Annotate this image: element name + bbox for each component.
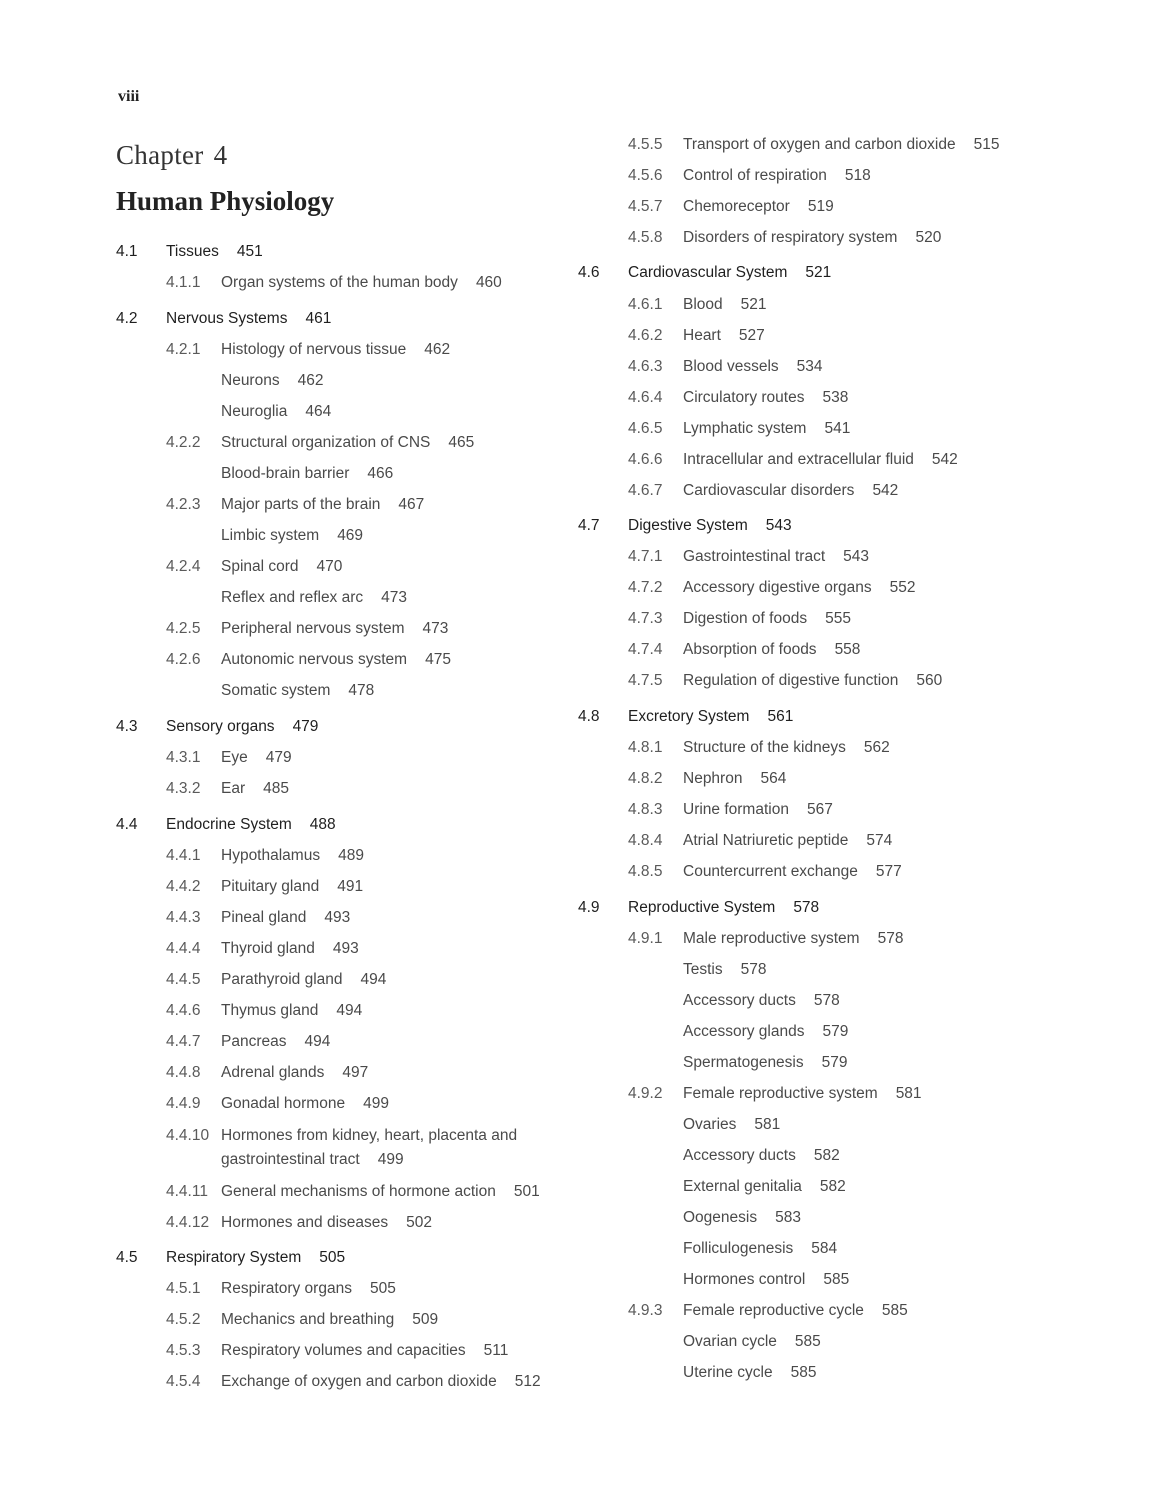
- toc-entry-title-text: Thymus gland: [221, 1002, 319, 1019]
- toc-entry-title: [221, 648, 451, 672]
- toc-entry-title-text: Digestive System: [628, 517, 748, 534]
- toc-entry-number: 4.2.6: [166, 651, 201, 668]
- toc-entry-title-text: Reflex and reflex arc: [221, 589, 364, 606]
- toc-entry-number: 4.5.5: [628, 136, 663, 153]
- toc-entry-title-text: Thyroid gland: [221, 940, 315, 957]
- toc-entry-title: [221, 1277, 396, 1301]
- toc-entry-number: 4.4.3: [166, 909, 201, 926]
- toc-entry-title: [683, 1175, 846, 1199]
- toc-entry-title: [683, 927, 903, 951]
- toc-entry-number: 4.6.5: [628, 420, 663, 437]
- toc-entry-number: 4.8.5: [628, 863, 663, 880]
- toc-entry-title-text: Blood vessels: [683, 358, 779, 375]
- toc-entry-title: [683, 1237, 837, 1261]
- toc-entry-number: 4.4.1: [166, 847, 201, 864]
- toc-entry-title-text: Nervous Systems: [166, 310, 288, 327]
- toc-entry-title: [221, 1370, 541, 1394]
- toc-entry-number: 4.2.3: [166, 496, 201, 513]
- toc-entry-page: 560: [916, 672, 943, 689]
- toc-entry-title-text: Major parts of the brain: [221, 496, 381, 513]
- toc-entry-page: 470: [316, 558, 343, 575]
- toc-entry-page: 520: [915, 229, 942, 246]
- toc-entry-page: 501: [513, 1183, 540, 1200]
- toc-entry-page: 552: [889, 579, 916, 596]
- toc-entry-title-text: Neurons: [221, 372, 280, 389]
- toc-entry-page: 543: [765, 517, 792, 534]
- toc-entry-title: [683, 767, 786, 791]
- toc-entry-title-text: Somatic system: [221, 682, 331, 699]
- toc-entry-title-text: Respiratory volumes and capacities: [221, 1342, 466, 1359]
- toc-entry-title: [683, 1020, 848, 1044]
- toc-entry-title: [683, 448, 958, 472]
- toc-entry-title-text: Regulation of digestive function: [683, 672, 899, 689]
- toc-entry-title: [683, 958, 767, 982]
- toc-entry-page: 534: [796, 358, 823, 375]
- toc-entry-title: [221, 777, 289, 801]
- toc-entry-number: 4.5.7: [628, 198, 663, 215]
- toc-entry-title-text: Cardiovascular System: [628, 264, 788, 281]
- toc-entry-title-text: Peripheral nervous system: [221, 620, 405, 637]
- toc-entry-page: 578: [793, 899, 820, 916]
- toc-entry-number: 4.6.6: [628, 451, 663, 468]
- toc-entry-number: 4.6.7: [628, 482, 663, 499]
- toc-entry-title: [683, 669, 942, 693]
- toc-entry-number: 4.7.4: [628, 641, 663, 658]
- toc-entry-title-text: Reproductive System: [628, 899, 776, 916]
- toc-entry-title: [683, 1299, 908, 1323]
- toc-entry-title-text: Circulatory routes: [683, 389, 805, 406]
- toc-entry-number: 4.4.7: [166, 1033, 201, 1050]
- toc-entry-title: [221, 844, 364, 868]
- toc-entry-title: [683, 1082, 922, 1106]
- toc-entry-number: 4.4.9: [166, 1095, 201, 1112]
- toc-entry-page: 488: [309, 816, 336, 833]
- toc-entry-title: [683, 386, 848, 410]
- toc-entry-page: 466: [367, 465, 394, 482]
- toc-entry-page: 578: [877, 930, 904, 947]
- toc-entry-page: 518: [844, 167, 871, 184]
- toc-entry-page: 543: [843, 548, 870, 565]
- toc-entry-page: 489: [338, 847, 364, 864]
- toc-entry-page: 542: [931, 451, 958, 468]
- toc-entry-title: [683, 1268, 849, 1292]
- toc-entry-title: [683, 1361, 816, 1385]
- toc-entry-title-text: Limbic system: [221, 527, 320, 544]
- toc-entry-page: 581: [754, 1116, 781, 1133]
- toc-entry-title-text: Accessory ducts: [683, 992, 796, 1009]
- toc-entry-title-text: Spinal cord: [221, 558, 299, 575]
- toc-entry-page: 494: [304, 1033, 331, 1050]
- toc-entry-title: [683, 1144, 840, 1168]
- toc-entry-page: 493: [332, 940, 359, 957]
- toc-entry-page: 583: [775, 1209, 801, 1226]
- toc-entry-title: [683, 1206, 801, 1230]
- toc-entry-page: 473: [381, 589, 408, 606]
- toc-entry-title: [166, 715, 318, 739]
- toc-entry-number: 4.1.1: [166, 274, 201, 291]
- toc-entry-title-text: Mechanics and breathing: [221, 1311, 395, 1328]
- toc-entry-page: 558: [834, 641, 861, 658]
- toc-entry-number: 4.4.4: [166, 940, 201, 957]
- toc-entry-number: 4.4.2: [166, 878, 201, 895]
- toc-entry-number: 4.6.2: [628, 327, 663, 344]
- toc-entry-title-text: Ear: [221, 780, 246, 797]
- toc-entry-page: 585: [823, 1271, 850, 1288]
- toc-entry-title-text: Accessory ducts: [683, 1147, 796, 1164]
- toc-entry-title: [221, 369, 323, 393]
- toc-entry-page: 582: [813, 1147, 840, 1164]
- toc-entry-number: 4.3.2: [166, 780, 201, 797]
- toc-entry-page: 582: [819, 1178, 846, 1195]
- toc-entry-number: 4.5.8: [628, 229, 663, 246]
- toc-entry-page: 579: [821, 1054, 848, 1071]
- toc-entry-number: 4.4.11: [166, 1183, 208, 1200]
- toc-entry-title: [628, 514, 792, 538]
- toc-entry-page: 541: [824, 420, 851, 437]
- toc-entry-title-text: Respiratory organs: [221, 1280, 352, 1297]
- toc-entry-number: 4.8.2: [628, 770, 663, 787]
- toc-entry-number: 4.7: [578, 517, 600, 534]
- toc-entry-title-text: Eye: [221, 749, 248, 766]
- toc-entry-number: 4.2: [116, 310, 138, 327]
- toc-entry-page: 521: [740, 296, 767, 313]
- toc-entry-title-text: Sensory organs: [166, 718, 275, 735]
- toc-entry-page: 564: [760, 770, 787, 787]
- toc-entry-number: 4.5: [116, 1249, 138, 1266]
- toc-entry-title: [221, 1211, 432, 1235]
- toc-entry-page: 493: [324, 909, 351, 926]
- toc-entry-title: [166, 240, 263, 264]
- toc-entry-title: [628, 896, 819, 920]
- toc-entry-number: 4.5.4: [166, 1373, 201, 1390]
- toc-entry-number: 4.5.2: [166, 1311, 201, 1328]
- toc-entry-page: 585: [790, 1364, 817, 1381]
- toc-entry-title: [683, 195, 834, 219]
- toc-entry-page: 473: [422, 620, 449, 637]
- toc-entry-title: [683, 479, 898, 503]
- toc-entry-title: [221, 1092, 389, 1116]
- toc-entry-page: 585: [794, 1333, 821, 1350]
- toc-entry-page: 538: [822, 389, 849, 406]
- toc-entry-title-text: Organ systems of the human body: [221, 274, 458, 291]
- toc-entry-title-text: Hormones and diseases: [221, 1214, 389, 1231]
- toc-entry-title: [221, 875, 363, 899]
- toc-entry-page: 561: [767, 708, 794, 725]
- toc-entry-number: 4.8.4: [628, 832, 663, 849]
- toc-entry-title: [683, 607, 851, 631]
- toc-entry-number: 4.9.1: [628, 930, 663, 947]
- toc-entry-number: 4.2.1: [166, 341, 201, 358]
- toc-entry-page: 460: [475, 274, 502, 291]
- toc-entry-title: [221, 1030, 330, 1054]
- toc-entry-page: 485: [263, 780, 289, 797]
- toc-entry-title: [221, 338, 450, 362]
- toc-entry-page: 584: [811, 1240, 838, 1257]
- toc-entry-title: [628, 705, 793, 729]
- toc-entry-number: 4.7.5: [628, 672, 663, 689]
- toc-entry-title: [683, 1330, 821, 1354]
- toc-entry-title-text: Accessory digestive organs: [683, 579, 872, 596]
- toc-entry-title: [221, 968, 386, 992]
- toc-entry-title: [683, 164, 871, 188]
- toc-entry-page: 461: [305, 310, 332, 327]
- toc-entry-page: 462: [424, 341, 451, 358]
- toc-entry-title-text: Lymphatic system: [683, 420, 807, 437]
- toc-entry-title: [221, 1339, 508, 1363]
- toc-entry-page: 494: [336, 1002, 363, 1019]
- toc-entry-title: [221, 999, 362, 1023]
- toc-entry-page: 464: [305, 403, 332, 420]
- toc-entry-title: [683, 1051, 848, 1075]
- toc-entry-title: [683, 355, 823, 379]
- toc-entry-page: 505: [369, 1280, 396, 1297]
- toc-entry-page: 512: [514, 1373, 541, 1390]
- toc-entry-page: 567: [806, 801, 833, 818]
- toc-entry-title-text: Control of respiration: [683, 167, 827, 184]
- toc-entry-number: 4.5.1: [166, 1280, 201, 1297]
- toc-entry-title: [221, 493, 424, 517]
- toc-entry-title-text: Cardiovascular disorders: [683, 482, 855, 499]
- toc-entry-page: 502: [406, 1214, 433, 1231]
- toc-entry-title-text: Respiratory System: [166, 1249, 302, 1266]
- toc-entry-page: 478: [348, 682, 375, 699]
- toc-entry-page: 577: [875, 863, 902, 880]
- toc-entry-number: 4.6.1: [628, 296, 663, 313]
- toc-entry-title: [166, 307, 331, 331]
- toc-entry-title-text: Gonadal hormone: [221, 1095, 346, 1112]
- toc-entry-page: 451: [236, 243, 263, 260]
- toc-entry-title-text: Hormones control: [683, 1271, 806, 1288]
- toc-entry-number: 4.2.4: [166, 558, 201, 575]
- toc-entry-title: [221, 431, 474, 455]
- toc-entry-number: 4.5.3: [166, 1342, 201, 1359]
- toc-entry-title-text: Nephron: [683, 770, 743, 787]
- toc-entry-title: [683, 989, 840, 1013]
- toc-entry-number: 4.6.4: [628, 389, 663, 406]
- toc-entry-page: 479: [265, 749, 292, 766]
- toc-entry-title-text: Blood-brain barrier: [221, 465, 350, 482]
- toc-entry-number: 4.3.1: [166, 749, 201, 766]
- toc-entry-title-text: Spermatogenesis: [683, 1054, 804, 1071]
- toc-entry-title-text: Disorders of respiratory system: [683, 229, 898, 246]
- toc-entry-title-text: Urine formation: [683, 801, 789, 818]
- toc-entry-title-text: Excretory System: [628, 708, 750, 725]
- toc-entry-title: [221, 679, 374, 703]
- toc-entry-page: 462: [297, 372, 324, 389]
- toc-entry-title-text: Parathyroid gland: [221, 971, 343, 988]
- toc-entry-title-text: Autonomic nervous system: [221, 651, 408, 668]
- toc-entry-page: 579: [822, 1023, 849, 1040]
- toc-entry-title-text: Pancreas: [221, 1033, 287, 1050]
- toc-entry-page: 494: [360, 971, 387, 988]
- toc-entry-title: [221, 746, 292, 770]
- toc-entry-title-text: Structural organization of CNS: [221, 434, 431, 451]
- toc-entry-title: [221, 1124, 517, 1172]
- toc-entry-title-text: Accessory glands: [683, 1023, 805, 1040]
- toc-entry-page: 467: [398, 496, 425, 513]
- toc-entry-title: [683, 638, 860, 662]
- toc-entry-page: 499: [363, 1095, 389, 1112]
- toc-entry-page: 521: [805, 264, 832, 281]
- toc-entry-title-continued: gastrointestinal tract: [221, 1151, 360, 1168]
- toc-entry-title-text: Intracellular and extracellular fluid: [683, 451, 914, 468]
- toc-entry-page: 527: [738, 327, 765, 344]
- toc-entry-title-text: Female reproductive cycle: [683, 1302, 864, 1319]
- toc-entry-title: [221, 617, 448, 641]
- chapter-number: 4: [213, 140, 228, 170]
- toc-entry-title-text: Hypothalamus: [221, 847, 321, 864]
- toc-entry-title-text: External genitalia: [683, 1178, 802, 1195]
- toc-entry-number: 4.8.1: [628, 739, 663, 756]
- toc-entry-number: 4.4.10: [166, 1127, 210, 1144]
- toc-entry-title: [221, 555, 342, 579]
- toc-entry-number: 4.1: [116, 243, 138, 260]
- page-number: viii: [118, 88, 140, 105]
- toc-entry-page: 578: [813, 992, 840, 1009]
- toc-entry-number: 4.6.3: [628, 358, 663, 375]
- toc-entry-title: [683, 545, 869, 569]
- toc-entry-title: [221, 586, 407, 610]
- toc-entry-title: [628, 261, 831, 285]
- toc-entry-title: [683, 324, 765, 348]
- toc-entry-page: 555: [825, 610, 851, 627]
- toc-entry-number: 4.9.3: [628, 1302, 663, 1319]
- toc-entry-page: 491: [337, 878, 364, 895]
- toc-entry-page: 479: [292, 718, 319, 735]
- toc-entry-page: 519: [807, 198, 834, 215]
- toc-entry-page: 585: [881, 1302, 908, 1319]
- toc-entry-title-text: Atrial Natriuretic peptide: [683, 832, 849, 849]
- toc-entry-page: 542: [872, 482, 899, 499]
- toc-entry-number: 4.5.6: [628, 167, 663, 184]
- toc-entry-title: [166, 813, 336, 837]
- toc-entry-title: [683, 798, 833, 822]
- toc-entry-page: 475: [425, 651, 451, 668]
- toc-entry-title-text: Female reproductive system: [683, 1085, 878, 1102]
- toc-entry-page: 562: [863, 739, 890, 756]
- toc-entry-title-text: Transport of oxygen and carbon dioxide: [683, 136, 956, 153]
- toc-entry-title-text: Hormones from kidney, heart, placenta and: [221, 1127, 518, 1144]
- toc-entry-number: 4.8.3: [628, 801, 663, 818]
- toc-entry-title-text: Ovaries: [683, 1116, 737, 1133]
- toc-entry-title-text: Gastrointestinal tract: [683, 548, 826, 565]
- toc-entry-title-text: Tissues: [166, 243, 219, 260]
- toc-entry-page: 499: [377, 1151, 404, 1168]
- toc-entry-number: 4.4.8: [166, 1064, 201, 1081]
- toc-entry-page: 581: [895, 1085, 922, 1102]
- toc-entry-title-text: Oogenesis: [683, 1209, 758, 1226]
- toc-entry-title: [221, 400, 331, 424]
- toc-entry-title-text: Heart: [683, 327, 721, 344]
- toc-entry-number: 4.7.2: [628, 579, 663, 596]
- chapter-label: [116, 140, 227, 171]
- toc-entry-title: [166, 1246, 345, 1270]
- toc-entry-number: 4.9.2: [628, 1085, 663, 1102]
- toc-entry-page: 497: [342, 1064, 369, 1081]
- toc-entry-title: [683, 133, 999, 157]
- toc-entry-title-text: Exchange of oxygen and carbon dioxide: [221, 1373, 497, 1390]
- toc-entry-title: [221, 937, 359, 961]
- toc-entry-title-text: Pineal gland: [221, 909, 307, 926]
- toc-entry-title: [683, 417, 850, 441]
- toc-entry-title-text: Histology of nervous tissue: [221, 341, 407, 358]
- toc-entry-page: 578: [740, 961, 767, 978]
- toc-entry-number: 4.7.1: [628, 548, 663, 565]
- chapter-title: Human Physiology: [116, 186, 335, 216]
- toc-entry-title: [683, 1113, 780, 1137]
- toc-entry-title-text: Uterine cycle: [683, 1364, 773, 1381]
- toc-entry-title-text: Adrenal glands: [221, 1064, 325, 1081]
- toc-entry-page: 574: [866, 832, 893, 849]
- toc-entry-title-text: Chemoreceptor: [683, 198, 790, 215]
- toc-entry-title: [683, 736, 890, 760]
- toc-entry-number: 4.3: [116, 718, 138, 735]
- toc-entry-number: 4.2.2: [166, 434, 201, 451]
- toc-entry-number: 4.4.12: [166, 1214, 210, 1231]
- toc-entry-page: 465: [448, 434, 475, 451]
- toc-entry-title-text: General mechanisms of hormone action: [221, 1183, 496, 1200]
- toc-entry-title: [221, 1180, 540, 1204]
- toc-entry-title: [683, 860, 902, 884]
- toc-entry-number: 4.4: [116, 816, 138, 833]
- toc-entry-page: 515: [973, 136, 1000, 153]
- toc-entry-title-text: Testis: [683, 961, 723, 978]
- toc-entry-title-text: Ovarian cycle: [683, 1333, 777, 1350]
- toc-entry-title-text: Absorption of foods: [683, 641, 817, 658]
- toc-entry-number: 4.4.6: [166, 1002, 201, 1019]
- toc-entry-title-text: Digestion of foods: [683, 610, 808, 627]
- toc-entry-page: 511: [483, 1342, 509, 1359]
- toc-entry-page: 505: [319, 1249, 346, 1266]
- toc-entry-number: 4.9: [578, 899, 600, 916]
- toc-entry-title-text: Pituitary gland: [221, 878, 320, 895]
- toc-entry-number: 4.2.5: [166, 620, 201, 637]
- toc-entry-title-text: Structure of the kidneys: [683, 739, 846, 756]
- toc-entry-title: [221, 271, 502, 295]
- toc-entry-number: 4.4.5: [166, 971, 201, 988]
- chapter-word: Chapter: [116, 140, 204, 170]
- toc-entry-title: [221, 462, 393, 486]
- toc-entry-page: 509: [412, 1311, 439, 1328]
- toc-entry-title: [221, 906, 350, 930]
- toc-entry-number: 4.8: [578, 708, 600, 725]
- toc-entry-title-text: Neuroglia: [221, 403, 288, 420]
- toc-entry-title: [683, 829, 892, 853]
- toc-entry-title-text: Folliculogenesis: [683, 1240, 794, 1257]
- toc-entry-number: 4.6: [578, 264, 600, 281]
- toc-entry-title-text: Countercurrent exchange: [683, 863, 858, 880]
- toc-entry-title: [683, 226, 941, 250]
- toc-entry-title-text: Male reproductive system: [683, 930, 860, 947]
- toc-entry-title: [221, 1308, 438, 1332]
- toc-entry-page: 469: [337, 527, 364, 544]
- toc-entry-title-text: Blood: [683, 296, 723, 313]
- toc-entry-number: 4.7.3: [628, 610, 663, 627]
- toc-entry-title-text: Endocrine System: [166, 816, 292, 833]
- toc-entry-title: [683, 576, 916, 600]
- toc-entry-title: [683, 293, 767, 317]
- toc-entry-title: [221, 1061, 368, 1085]
- toc-entry-title: [221, 524, 363, 548]
